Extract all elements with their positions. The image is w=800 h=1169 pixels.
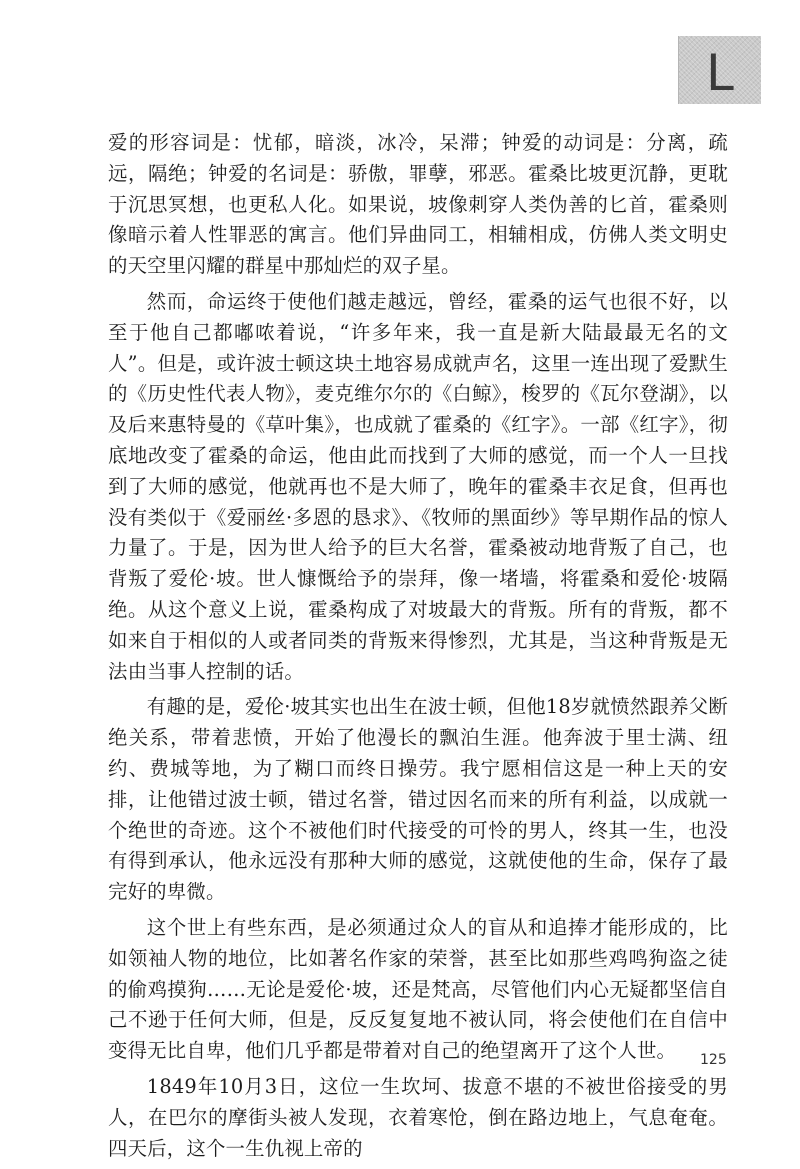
paragraph-5: 1849年10月3日，这位一生坎坷、拔意不堪的不被世俗接受的男人，在巴尔的摩街头被人发现，衣着寒怆，倒在路边地上，气息奄奄。四天后，这个一生仇视上帝的 [108, 1074, 728, 1160]
page-number: 125 [700, 1052, 727, 1068]
body-text [108, 128, 728, 1169]
paragraph-4: 这个世上有些东西，是必须通过众人的盲从和追捧才能形成的，比如领袖人物的地位，比如著名作家的荣誉，甚至比如那些鸡鸣狗盗之徒的偷鸡摸狗……无论是爱伦·坡，还是梵高，尽管他们内心无疑都坚信自己不逊于任何大师，但是，反反复复地不被认同，将会使他们在自信中变得无比自卑，他们几乎都是带着对自己的绝望离开了这个人世。 [108, 915, 728, 1063]
paragraph-3: 有趣的是，爱伦·坡其实也出生在波士顿，但他18岁就愤然跟养父断绝关系，带着悲愤，开始了他漫长的飘泊生涯。他奔波于里士满、纽约、费城等地，为了糊口而终日操劳。我宁愿相信这是一种上天的安排，让他错过波士顿，错过名誉，错过因名而来的所有利益，以成就一个绝世的奇迹。这个不被他们时代接受的可怜的男人，终其一生，也没有得到承认，他永远没有那种大师的感觉，这就使他的生命，保存了最完好的卑微。 [108, 695, 728, 904]
chapter-letter: L [706, 44, 734, 102]
paragraph-1: 爱的形容词是：忧郁，暗淡，冰冷，呆滞；钟爱的动词是：分离，疏远，隔绝；钟爱的名词是：骄傲，罪孽，邪恶。霍桑比坡更沉静，更耽于沉思冥想，也更私人化。如果说，坡像刺穿人类伪善的匕首，霍桑则像暗示着人性罪恶的寓言。他们异曲同工，相辅相成，仿佛人类文明史的天空里闪耀的群星中那灿烂的双子星。 [108, 131, 728, 278]
paragraph-2: 然而，命运终于使他们越走越远，曾经，霍桑的运气也很不好，以至于他自己都嘟哝着说，“许多年来，我一直是新大陆最最无名的文人”。但是，或许波士顿这块土地容易成就声名，这里一连出现了爱默生的《历史性代表人物》，麦克维尔尔的《白鲸》，梭罗的《瓦尔登湖》，以及后来惠特曼的《草叶集》，也成就了霍桑的《红字》。一部《红字》，彻底地改变了霍桑的命运，他由此而找到了大师的感觉，而一个人一旦找到了大师的感觉，他就再也不是大师了，晚年的霍桑丰衣足食，但再也没有类似于《爱丽丝·多恩的恳求》、《牧师的黑面纱》等早期作品的惊人力量了。于是，因为世人给予的巨大名誉，霍桑被动地背叛了自己，也背叛了爱伦·坡。世人慷慨给予的崇拜，像一堵墙，将霍桑和爱伦·坡隔绝。从这个意义上说，霍桑构成了对坡最大的背叛。所有的背叛，都不如来自于相似的人或者同类的背叛来得惨烈，尤其是，当这种背叛是无法由当事人控制的话。 [108, 289, 728, 683]
